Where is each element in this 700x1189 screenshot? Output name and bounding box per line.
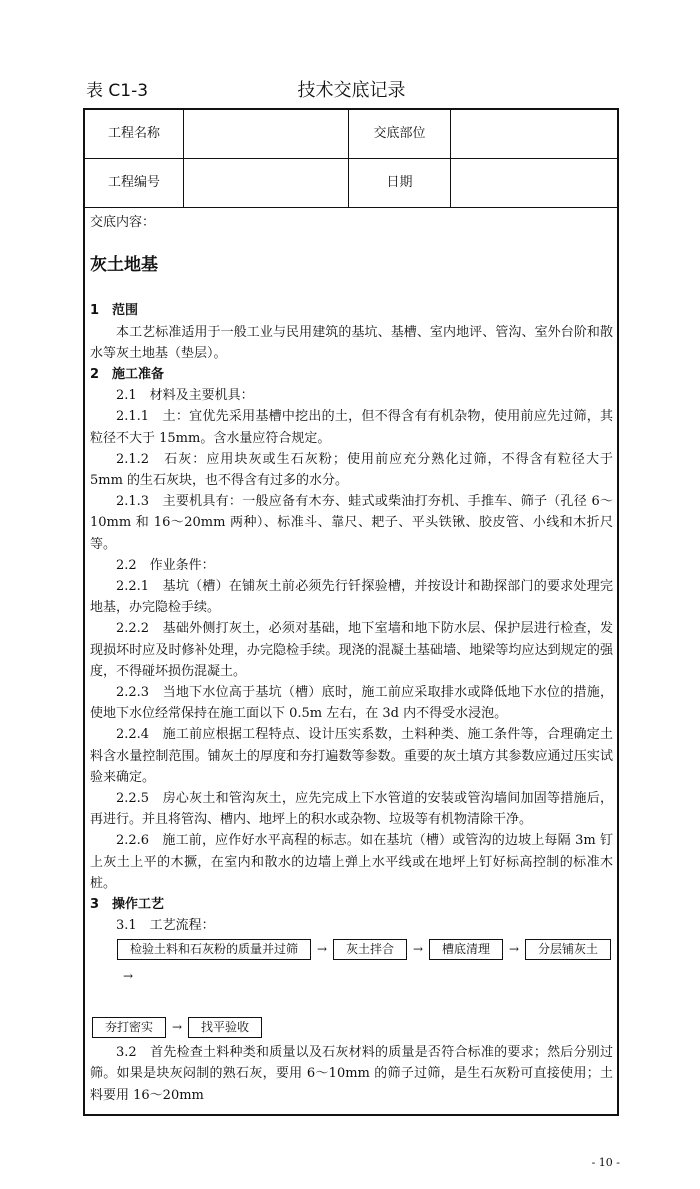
paragraph: 2.2.2 基础外侧打灰土，必须对基础，地下室墙和地下防水层、保护层进行检查，发现损坏时应及时修补处理，办完隐检手续。现浇的混凝土基础墙、地梁等均应达到规定的强度，不得碰坏损伤混凝土。 bbox=[90, 621, 613, 679]
document-title: 技术交底记录 bbox=[297, 80, 406, 101]
row-divider bbox=[85, 207, 617, 208]
content-label: 交底内容： bbox=[90, 215, 156, 230]
process-flow-row-1 bbox=[117, 939, 613, 987]
flow-step: 灰土拌合 bbox=[333, 939, 407, 960]
disclosure-content bbox=[85, 208, 617, 1114]
arrow-right-icon: → bbox=[509, 941, 520, 956]
date-value[interactable] bbox=[451, 159, 617, 207]
paragraph: 2.1 材料及主要机具： bbox=[116, 388, 254, 404]
paragraph: 本工艺标准适用于一般工业与民用建筑的基坑、基槽、室内地评、管沟、室外台阶和散水等灰土地基（垫层）。 bbox=[90, 324, 613, 361]
project-no-label: 工程编号 bbox=[107, 175, 160, 190]
flow-step: 检验土料和石灰粉的质量并过筛 bbox=[117, 939, 311, 960]
arrow-right-icon: → bbox=[122, 968, 134, 983]
paragraph: 2.1.3 主要机具有：一般应备有木夯、蛙式或柴油打夯机、手推车、筛子（孔径 6～10mm 和 16～20mm 两种）、标准斗、靠尺、耙子、平头铁锹、胶皮管、小线和木折尺等。 bbox=[90, 494, 613, 552]
paragraph: 2.2.5 房心灰土和管沟灰土，应先完成上下水管道的安装或管沟墙间加固等措施后，再进行。并且将管沟、槽内、地坪上的积水或杂物、垃圾等有机物清除干净。 bbox=[90, 791, 613, 828]
record-header-table bbox=[85, 110, 617, 208]
project-name-value[interactable] bbox=[184, 110, 348, 158]
flow-step: 分层铺灰土 bbox=[525, 939, 611, 960]
document-header bbox=[86, 76, 617, 102]
arrow-right-icon: → bbox=[316, 941, 328, 956]
paragraph: 2.2.4 施工前应根据工程特点、设计压实系数，土料种类、施工条件等，合理确定土料含水量控制范围。铺灰土的厚度和夯打遍数等参数。重要的灰土填方其参数应通过压实试验来确定。 bbox=[90, 727, 613, 785]
project-name-label: 工程名称 bbox=[107, 126, 160, 141]
flow-step: 夯打密实 bbox=[92, 1017, 166, 1038]
record-table bbox=[83, 108, 619, 1116]
process-flow-row-2 bbox=[92, 1017, 613, 1038]
flow-step: 找平验收 bbox=[188, 1017, 262, 1038]
arrow-right-icon: → bbox=[171, 1019, 183, 1034]
arrow-right-icon: → bbox=[413, 941, 424, 956]
flow-step: 槽底清理 bbox=[429, 939, 503, 960]
date-label: 日期 bbox=[386, 175, 413, 190]
paragraph: 2.2.6 施工前，应作好水平高程的标志。如在基坑（槽）或管沟的边坡上每隔 3m 钉上灰土上平的木撅，在室内和散水的边墙上弹上水平线或在地坪上钉好标高控制的标准木桩。 bbox=[90, 833, 613, 891]
section-3-title: 3 操作工艺 bbox=[90, 897, 165, 913]
paragraph: 2.2.3 当地下水位高于基坑（槽）底时，施工前应采取排水或降低地下水位的措施，使地下水位经常保持在施工面以下 0.5m 左右，在 3d 内不得受水浸泡。 bbox=[90, 685, 613, 722]
paragraph: 2.2.1 基坑（槽）在铺灰土前必须先行钎探验槽，并按设计和勘探部门的要求处理完地基，办完隐检手续。 bbox=[90, 579, 613, 616]
form-code: 表 C1-3 bbox=[86, 81, 149, 101]
section-2-title: 2 施工准备 bbox=[90, 367, 165, 383]
paragraph: 2.1.1 土：宜优先采用基槽中挖出的土，但不得含有有机杂物，使用前应先过筛，其粒径不大于 15mm。含水量应符合规定。 bbox=[90, 409, 613, 446]
project-no-value[interactable] bbox=[184, 159, 348, 207]
paragraph: 2.1.2 石灰：应用块灰或生石灰粉；使用前应充分熟化过筛，不得含有粒径大于 5mm 的生石灰块，也不得含有过多的水分。 bbox=[90, 451, 613, 489]
page-number: - 10 - bbox=[591, 1155, 620, 1169]
paragraph: 3.1 工艺流程： bbox=[116, 918, 215, 934]
location-value[interactable] bbox=[451, 110, 617, 158]
location-label: 交底部位 bbox=[373, 126, 426, 141]
paragraph: 2.2 作业条件： bbox=[116, 557, 215, 573]
paragraph: 3.2 首先检查土料种类和质量以及石灰材料的质量是否符合标准的要求；然后分别过筛。如果是块灰闷制的熟石灰，要用 6～10mm 的筛子过筛，是生石灰粉可直接使用；土料要用 16～20mm bbox=[90, 1045, 613, 1103]
section-heading: 灰土地基 bbox=[90, 255, 158, 276]
section-1-title: 1 范围 bbox=[90, 303, 139, 319]
